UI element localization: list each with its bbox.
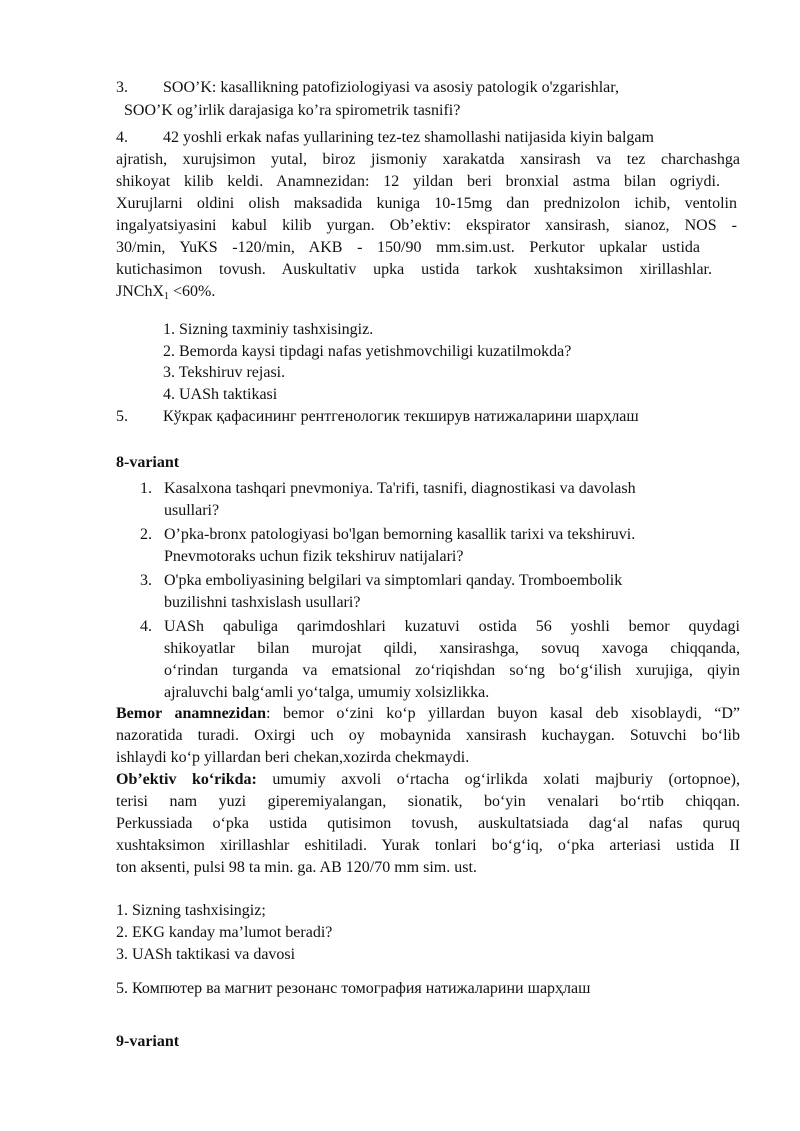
item4-line-2: shikoyat kilib keldi. Anamnezidan: 12 yildan beri bronxial astma bilan ogriydi. xyxy=(116,173,720,190)
variant8-q2-number: 2. xyxy=(140,526,152,543)
objective-line4: xushtaksimon xirillashlar eshitiladi. Yurak tonlari bo‘g‘iq, o‘pka arteriasi ustida II xyxy=(116,837,740,854)
item4-question-4: 4. UASh taktikasi xyxy=(163,386,278,403)
item5-number: 5. xyxy=(116,408,128,425)
jnchx-value: <60%. xyxy=(169,283,216,300)
item4-line-4: ingalyatsiyasini kabul kilib yurgan. Ob’ektiv: ekspirator xansirash, sianoz, NOS - xyxy=(116,217,737,234)
anamnez-label: Bemor anamnezidan xyxy=(116,705,267,722)
jnchx-text: JNChX xyxy=(116,283,165,300)
objective-text-1: umumiy axvoli o‘rtacha og‘irlikda xolati majburiy (ortopnoe), xyxy=(256,771,741,788)
variant8-q4-line3: o‘rindan turganda va ematsional zo‘riqishdan so‘ng bo‘g‘ilish xurujiga, qiyin xyxy=(164,662,740,679)
anamnez-line2: nazoratida turadi. Oxirgi uch oy mobaynida xansirash kuchaygan. Sotuvchi bo‘lib xyxy=(116,727,740,744)
item3-line1: SOO’K: kasallikning patofiziologiyasi va asosiy patologik o'zgarishlar, xyxy=(163,79,619,96)
item4-line-6: kutichasimon tovush. Auskultativ upka ustida tarkok xushtaksimon xirillashlar. xyxy=(116,261,712,278)
anamnez-line3: ishlaydi ko‘p yillardan beri chekan,xozirda chekmaydi. xyxy=(116,749,470,766)
objective-label: Ob’ektiv ko‘rikda: xyxy=(116,771,257,788)
variant8-heading: 8-variant xyxy=(116,454,180,471)
jnchx-subscript: 1 xyxy=(164,291,170,302)
item4-last-line xyxy=(116,281,215,303)
variant8-q4-number: 4. xyxy=(140,618,152,635)
variant8-task-1: 1. Sizning tashxisingiz; xyxy=(116,902,266,919)
variant8-q4-line2: shikoyatlar bilan murojat qildi, xansirashga, sovuq xavoga chiqqanda, xyxy=(164,640,740,657)
variant8-item5: 5. Компютер ва магнит резонанс томография натижаларини шарҳлаш xyxy=(116,980,591,997)
objective-line1 xyxy=(116,769,740,791)
item4-number: 4. xyxy=(116,129,128,146)
item4-question-2: 2. Bemorda kaysi tipdagi nafas yetishmovchiligi kuzatilmokda? xyxy=(163,343,572,360)
variant8-q2-line1: O’pka-bronx patologiyasi bo'lgan bemorning kasallik tarixi va tekshiruvi. xyxy=(164,526,636,543)
item4-line-0: 42 yoshli erkak nafas yullarining tez-tez shamollashi natijasida kiyin balgam xyxy=(163,129,654,146)
objective-line3: Perkussiada o‘pka ustida qutisimon tovush, auskultatsiada dag‘al nafas quruq xyxy=(116,815,740,832)
variant8-task-3: 3. UASh taktikasi va davosi xyxy=(116,946,296,963)
item3-line2: SOO’K og’irlik darajasiga ko’ra spirometrik tasnifi? xyxy=(124,102,461,119)
variant9-heading: 9-variant xyxy=(116,1033,180,1050)
variant8-q4-line1: UASh qabuliga qarimdoshlari kuzatuvi ostida 56 yoshli bemor quydagi xyxy=(164,618,740,635)
item4-line-3: Xurujlarni oldini olish maksadida kuniga 10-15mg dan prednizolon ichib, ventolin xyxy=(116,195,737,212)
item4-line-5: 30/min, YuKS -120/min, AKB - 150/90 mm.sim.ust. Perkutor upkalar ustida xyxy=(116,239,700,256)
item5-text: Кўкрак қафасининг рентгенологик текширув натижаларини шарҳлаш xyxy=(163,408,639,425)
variant8-q3-line2: buzilishni tashxislash usullari? xyxy=(164,594,361,611)
variant8-q1-line2: usullari? xyxy=(164,502,220,519)
variant8-q3-line1: O'pka emboliyasining belgilari va simptomlari qanday. Tromboembolik xyxy=(164,572,623,589)
variant8-q2-line2: Pnevmotoraks uchun fizik tekshiruv natijalari? xyxy=(164,548,464,565)
variant8-q3-number: 3. xyxy=(140,572,152,589)
item4-line-1: ajratish, xurujsimon yutal, biroz jismoniy xarakatda xansirash va tez charchashga xyxy=(116,151,740,168)
variant8-q1-number: 1. xyxy=(140,480,152,497)
anamnez-line1 xyxy=(116,703,740,725)
variant8-task-2: 2. EKG kanday ma’lumot beradi? xyxy=(116,924,333,941)
objective-line5: ton aksenti, pulsi 98 ta min. ga. AB 120/70 mm sim. ust. xyxy=(116,859,477,876)
item4-question-1: 1. Sizning taxminiy tashxisingiz. xyxy=(163,321,374,338)
item3-number: 3. xyxy=(116,79,128,96)
variant8-q1-line1: Kasalxona tashqari pnevmoniya. Ta'rifi, tasnifi, diagnostikasi va davolash xyxy=(164,480,636,497)
objective-line2: terisi nam yuzi giperemiyalangan, sionatik, bo‘yin venalari bo‘rtib chiqqan. xyxy=(116,793,740,810)
item4-question-3: 3. Tekshiruv rejasi. xyxy=(163,364,286,381)
variant8-q4-line4: ajraluvchi balg‘amli yo‘talga, umumiy xolsizlikka. xyxy=(164,684,490,701)
anamnez-text-1: : bemor o‘zini ko‘p yillardan buyon kasal deb xisoblaydi, “D” xyxy=(266,705,741,722)
